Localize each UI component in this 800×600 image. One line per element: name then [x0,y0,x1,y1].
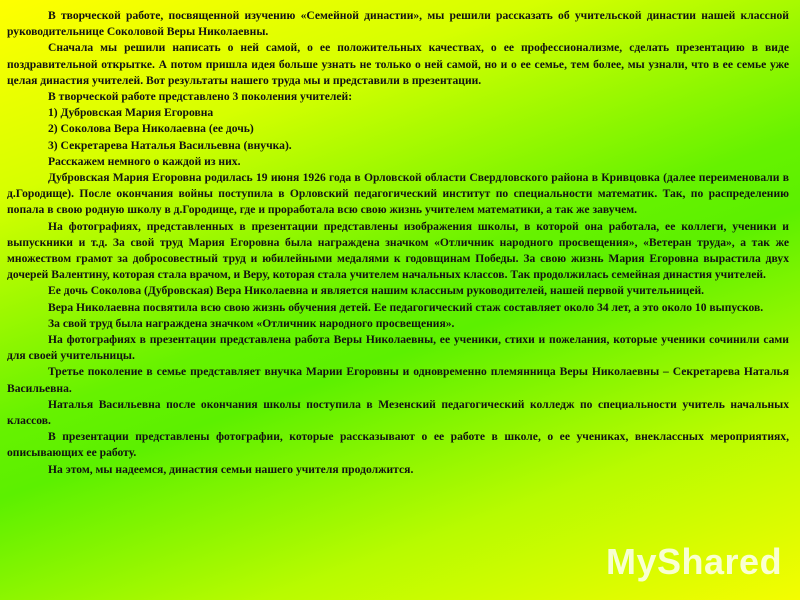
paragraph: За свой труд была награждена значком «Отличник народного просвещения». [48,316,455,330]
paragraph: Вера Николаевна посвятила всю свою жизнь обучения детей. Ее педагогический стаж составляет около 34 лет, а это около 10 выпусков. [48,300,764,314]
paragraph: 2) Соколова Вера Николаевна (ее дочь) [48,122,254,136]
paragraph: Дубровская Мария Егоровна родилась 19 июня 1926 года в Орловской области Свердловского района в Кривцовка (далее переименовали в д.Городище). После окончания войны поступила в Орловский педагогический институт по специальности математик. Так, по распределению попала в свою родную школу в д.Городище, где и проработала всю свою жизнь учителем математики, а так же завучем. [7,171,789,217]
paragraph: На фотографиях, представленных в презентации представлены изображения школы, в которой она работала, ее коллеги, ученики и выпускники и т.д. За свой труд Мария Егоровна была награждена значком «Отличник народного просвещения», «Ветеран труда», а так же множеством грамот за добросовестный труд и юбилейными медалями к годовщинам Победы. За свою жизнь Мария Егоровна вырастила двух дочерей Валентину, которая стала врачом, и Веру, которая стала учителем начальных классов. Так продолжилась семейная династия учителей. [7,219,789,282]
paragraph: Ее дочь Соколова (Дубровская) Вера Николаевна и является нашим классным руководителей, нашей первой учительницей. [48,284,705,298]
paragraph: Сначала мы решили написать о ней самой, о ее положительных качествах, о ее профессионализме, сделать презентацию в виде поздравительной открытке. А потом пришла идея больше узнать не только о ней самой, но и о ее семье, тем более, мы узнали, что в ее семье уже целая династия учителей. Вот результаты нашего труда мы и представили в презентации. [7,41,789,87]
paragraph: Наталья Васильевна после окончания школы поступила в Мезенский педагогический колледж по специальности учитель начальных классов. [7,397,789,428]
paragraph: В творческой работе, посвященной изучению «Семейной династии», мы решили рассказать об учительской династии нашей классной руководительнице Соколовой Веры Николаевны. [7,9,789,39]
paragraph: На фотографиях в презентации представлена работа Веры Николаевны, ее ученики, стихи и пожелания, которые ученики сочинили сами для своей учительницы. [7,333,789,363]
paragraph: В творческой работе представлено 3 поколения учителей: [48,90,353,104]
paragraph: Третье поколение в семье представляет внучка Марии Егоровны и одновременно племянница Веры Николаевны – Секретарева Наталья Васильевна. [7,365,789,395]
paragraph: В презентации представлены фотографии, которые рассказывают о ее работе в школе, о ее учениках, внеклассных мероприятиях, описывающих ее работу. [7,430,789,460]
paragraph: 3) Секретарева Наталья Васильевна (внучка). [48,138,292,152]
watermark-logo: MyShared [606,541,783,582]
document-text [7,8,789,478]
paragraph: Расскажем немного о каждой из них. [48,154,241,168]
paragraph: На этом, мы надеемся, династия семьи нашего учителя продолжится. [48,462,414,476]
paragraph: 1) Дубровская Мария Егоровна [48,106,214,120]
